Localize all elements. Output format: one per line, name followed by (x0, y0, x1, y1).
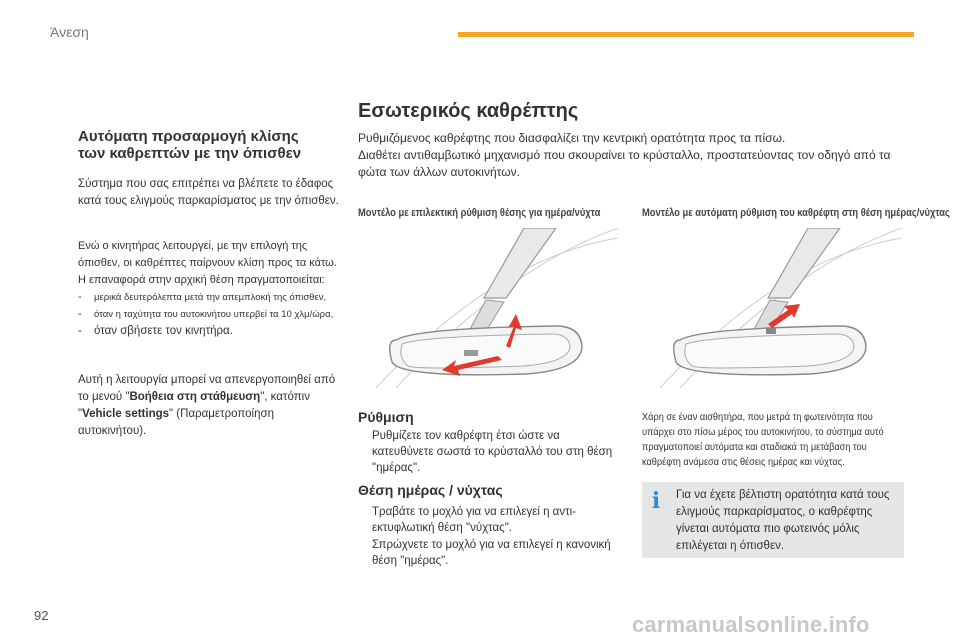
info-text: Για να έχετε βέλτιστη ορατότητα κατά τους ελιγμούς παρκαρίσματος, ο καθρέφτης γίνεται αυτόματα πιο φωτεινός μόλις επιλέγεται η όπισθεν. (676, 489, 890, 552)
bullet-icon (358, 504, 372, 536)
manual-mirror-illustration (356, 228, 618, 388)
menu-vehicle-settings: Vehicle settings (82, 408, 170, 420)
reset-conditions-list (78, 289, 340, 340)
auto-tilt-description: Σύστημα που σας επιτρέπει να βλέπετε το έδαφος κατά τους ελιγμούς παρκαρίσματος με την όπισθεν. (78, 178, 339, 207)
info-icon: i (651, 488, 661, 514)
list-item: Σπρώχνετε το μοχλό για να επιλεγεί η κανονική θέση "ημέρας". (358, 537, 620, 569)
page-number: 92 (34, 608, 49, 623)
bullet-icon (358, 537, 372, 569)
auto-tilt-reset-text: Η επαναφορά στην αρχική θέση πραγματοποιείται: (78, 274, 325, 286)
auto-tilt-details (78, 238, 340, 340)
adjust-list (358, 428, 620, 477)
day-night-heading: Θέση ημέρας / νύχτας (358, 482, 503, 498)
list-item: - όταν σβήσετε τον κινητήρα. (78, 325, 233, 337)
adjust-heading: Ρύθμιση (358, 409, 414, 425)
day-night-lever (464, 350, 478, 356)
page-title: Εσωτερικός καθρέπτης (358, 100, 579, 122)
watermark: carmanualsonline.info (632, 612, 870, 637)
light-sensor (766, 328, 776, 334)
section-name: Άνεση (50, 24, 89, 40)
auto-tilt-heading: Αυτόματη προσαρμογή κλίσης των καθρεπτών με την όπισθεν (78, 128, 302, 162)
header-accent-bar (458, 32, 914, 37)
caption-manual-model: Μοντέλο με επιλεκτική ρύθμιση θέσης για ημέρα/νύχτα (358, 207, 601, 219)
list-item: - μερικά δευτερόλεπτα μετά την απεμπλοκή της όπισθεν, (78, 291, 327, 303)
auto-tilt-deactivate-text: Αυτή η λειτουργία μπορεί να απενεργοποιηθεί από το μενού "Βοήθεια στη στάθμευση", κατόπιν "Vehicle settings" (Παραμετροποίηση αυτοκινήτου). (78, 374, 336, 437)
bullet-icon (358, 428, 372, 476)
list-item: Ρυθμίζετε τον καθρέφτη έτσι ώστε να κατευθύνετε σωστά το κρύσταλλό του στη θέση "ημέρας". (358, 428, 620, 476)
auto-tilt-reverse-text: Ενώ ο κινητήρας λειτουργεί, με την επιλογή της όπισθεν, οι καθρέπτες παίρνουν κλίση προς τα κάτω. (78, 240, 337, 269)
mirror-intro-text: Ρυθμιζόμενος καθρέφτης που διασφαλίζει την κεντρική ορατότητα προς τα πίσω. Διαθέτει αντιθαμβωτικό μηχανισμό που σκουραίνει το κρύσταλλο, προστατεύοντας τον οδηγό από τα φώτα των άλλων αυτοκινήτων. (358, 131, 891, 179)
list-item: Τραβάτε το μοχλό για να επιλεγεί η αντι-εκτυφλωτική θέση "νύχτας". (358, 504, 620, 536)
mirror-glass (685, 334, 854, 368)
caption-auto-model: Μοντέλο με αυτόματη ρύθμιση του καθρέφτη στη θέση ημέρας/νύχτας (642, 207, 950, 219)
menu-parking-assist: Βοήθεια στη στάθμευση (129, 391, 261, 403)
auto-mirror-description: Χάρη σε έναν αισθητήρα, που μετρά τη φωτεινότητα που υπάρχει στο πίσω μέρος του αυτοκινήτου, το σύστημα αυτό πραγματοποιεί αυτόματα και σταδιακά τη μετάβαση του καθρέφτη ανάμεσα στις θέσεις ημέρας και νύχτας. (642, 412, 884, 468)
day-night-list (358, 504, 620, 570)
auto-mirror-illustration (640, 228, 902, 388)
list-item: - όταν η ταχύτητα του αυτοκινήτου υπερβεί τα 10 χλμ/ώρα, (78, 308, 334, 320)
